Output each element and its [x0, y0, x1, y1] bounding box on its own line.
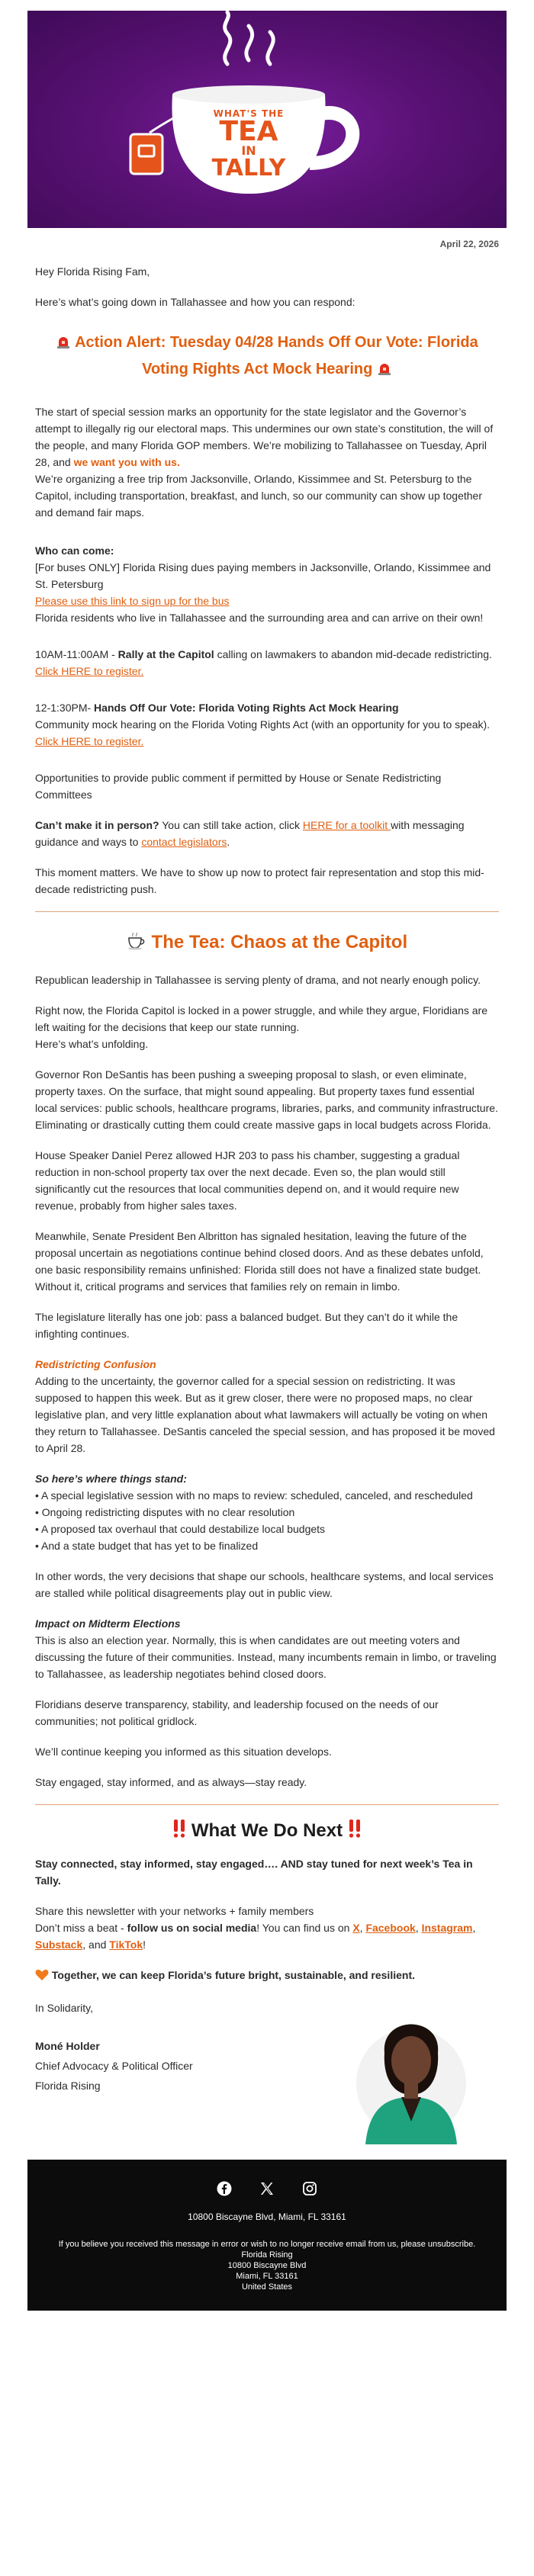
logo-line-4: TALLY [211, 155, 286, 181]
x-icon[interactable] [259, 2181, 275, 2196]
moment-matters: This moment matters. We have to show up now to protect fair representation and stop this mid-decade redistricting push. [35, 866, 484, 895]
hearing-time: 12-1:30PM- [35, 702, 95, 714]
double-exclamation-icon [172, 1819, 186, 1842]
footer-country: United States [241, 2282, 293, 2292]
beat-text-2: ! You can find us on [256, 1922, 353, 1934]
newsletter-date: April 22, 2026 [439, 239, 499, 249]
logo-line-1: WHAT'S THE [213, 108, 285, 119]
signer-org: Florida Rising [35, 2080, 101, 2092]
section-divider [35, 911, 499, 912]
share-and-follow [35, 1903, 499, 1953]
x-link[interactable]: X [352, 1922, 360, 1934]
footer-social-icons [27, 2181, 507, 2196]
footer-street: 10800 Biscayne Blvd [227, 2261, 307, 2270]
unsubscribe-notice[interactable]: If you believe you received this message in error or wish to no longer receive email from us, please unsubscribe. [58, 2240, 476, 2249]
tea-section-title [35, 932, 499, 953]
instagram-link[interactable]: Instagram [421, 1922, 473, 1934]
who-members-line: [For buses ONLY] Florida Rising dues paying members in Jacksonville, Orlando, Kissimmee and St. Petersburg [35, 561, 491, 590]
logo-line-2: TEA [219, 116, 278, 147]
list-item: • Ongoing redistricting disputes with no clear resolution [35, 1506, 295, 1518]
cant-make-it [35, 817, 499, 850]
together-text: Together, we can keep Florida’s future bright, sustainable, and resilient. [51, 1969, 415, 1981]
signer-name: Moné Holder [35, 2040, 100, 2052]
next-title-text: What We Do Next [191, 1820, 343, 1841]
separator: , and [82, 1938, 110, 1951]
greeting: Hey Florida Rising Fam, [35, 265, 150, 278]
logo-line-3: IN [241, 143, 256, 158]
separator: , [415, 1922, 422, 1934]
beat-bold: follow us on social media [127, 1922, 257, 1934]
separator: , [359, 1922, 366, 1934]
rally-register-link[interactable]: Click HERE to register. [35, 665, 144, 677]
tiktok-link[interactable]: TikTok [109, 1938, 143, 1951]
footer-org: Florida Rising [241, 2250, 293, 2260]
redistricting-heading: Redistricting Confusion [35, 1358, 156, 1370]
who-heading: Who can come: [35, 544, 114, 557]
footer [27, 2160, 507, 2311]
list-item: • A special legislative session with no maps to review: scheduled, canceled, and rescheduled [35, 1489, 473, 1502]
who-can-come [35, 542, 499, 626]
substack-link[interactable]: Substack [35, 1938, 83, 1951]
facebook-icon[interactable] [217, 2181, 232, 2196]
orange-heart-icon [35, 1969, 49, 1986]
toolkit-link[interactable]: HERE for a toolkit [302, 819, 391, 831]
signature-block [35, 1999, 499, 2160]
siren-icon [377, 359, 392, 384]
tea-title-text: The Tea: Chaos at the Capitol [151, 932, 408, 952]
tea-p2-unfolding: Here’s what’s unfolding. [35, 1038, 149, 1050]
header-banner [27, 11, 507, 228]
mobilization-emphasis: we want you with us. [73, 456, 180, 468]
midterm-text: This is also an election year. Normally, this is when candidates are out meeting voters and discussing the future of their communities. Instead, many incumbents remain in limbo, or traveling to Tallahassee, as leadership negotiates behind closed doors. [35, 1634, 497, 1680]
midterm-heading: Impact on Midterm Elections [35, 1617, 181, 1630]
cant-make-text: You can still take action, click [159, 819, 303, 831]
who-residents-line: Florida residents who live in Tallahassee and the surrounding area and can arrive on their own! [35, 612, 484, 624]
tea-p2 [35, 1002, 499, 1052]
newsletter-body [27, 263, 507, 2160]
email-container [27, 11, 507, 2311]
redistricting-section [35, 1356, 499, 1457]
logo-text [180, 108, 317, 180]
section-divider [35, 1804, 499, 1805]
stands-heading: So here’s where things stand: [35, 1473, 187, 1485]
together-line [35, 1967, 499, 1986]
footer-city: Miami, FL 33161 [236, 2272, 298, 2281]
tea-p6: The legislature literally has one job: pass a balanced budget. But they can’t do it while the infighting continues. [35, 1311, 458, 1340]
signer-title: Chief Advocacy & Political Officer [35, 2060, 193, 2072]
rally-desc: calling on lawmakers to abandon mid-decade redistricting. [214, 648, 492, 660]
what-we-do-next-title [35, 1819, 499, 1842]
stay-connected [35, 1855, 499, 1889]
share-text: Share this newsletter with your networks + family members [35, 1905, 314, 1917]
footer-address: 10800 Biscayne Blvd, Miami, FL 33161 [188, 2211, 346, 2222]
mobilization-paragraph [35, 403, 499, 471]
hearing-register-link[interactable]: Click HERE to register. [35, 735, 144, 747]
rally-title: Rally at the Capitol [117, 648, 214, 660]
tea-p4: House Speaker Daniel Perez allowed HJR 203 to pass his chamber, suggesting a gradual reduction in non-school property tax over the next decade. Even so, the plan would still significantly cut the resources that local communities depend on, and it would require new revenue, probably from higher sales taxes. [35, 1149, 460, 1212]
cant-make-bold: Can’t make it in person? [35, 819, 159, 831]
tea-p8: In other words, the very decisions that shape our schools, healthcare systems, and local services are stalled while political disagreements play out in public view. [35, 1570, 494, 1599]
stands-section [35, 1470, 499, 1554]
siren-icon [56, 332, 71, 357]
tea-cup-icon [127, 932, 146, 953]
separator: ! [143, 1938, 146, 1951]
action-alert-text: Action Alert: Tuesday 04/28 Hands Off Our Vote: Florida Voting Rights Act Mock Hearing [75, 334, 478, 377]
tea-p5: Meanwhile, Senate President Ben Albritton has signaled hesitation, leaving the future of the proposal uncertain as negotiations continue behind closed doors. And as these debates unfold, one basic responsibility remains unfinished: Florida still does not have a finalized state budget. Without it, critical programs and services that families rely on remain in limbo. [35, 1230, 484, 1293]
hearing-title: Hands Off Our Vote: Florida Voting Rights Act Mock Hearing [94, 702, 399, 714]
redistricting-text: Adding to the uncertainty, the governor called for a special session on redistricting. It was supposed to happen this week. But as it grew closer, there were no proposed maps, no clear legislative plan, and very little explanation about what lawmakers will actually be voting on when they return to Tallahassee. DeSantis canceled the special session, and has proposed it be moved to April 28. [35, 1375, 495, 1454]
intro: Here’s what’s going down in Tallahassee and how you can respond: [35, 296, 355, 308]
rally-time: 10AM-11:00AM - [35, 648, 118, 660]
closing: In Solidarity, [35, 2002, 93, 2014]
public-comment: Opportunities to provide public comment if permitted by House or Senate Redistricting Committees [35, 772, 442, 801]
cant-make-end: . [227, 836, 230, 848]
trip-paragraph: We’re organizing a free trip from Jacksonville, Orlando, Kissimmee and St. Petersburg to the Capitol, including transportation, breakfast, and lunch, so our community can show up together and demand fair maps. [35, 473, 482, 519]
tea-p2-text: Right now, the Florida Capitol is locked in a power struggle, and while they argue, Floridians are left waiting for the decisions that keep our state running. [35, 1004, 487, 1033]
action-alert-title [35, 330, 499, 384]
list-item: • A proposed tax overhaul that could destabilize local budgets [35, 1523, 326, 1535]
separator: , [472, 1922, 476, 1934]
double-exclamation-icon [348, 1819, 362, 1842]
tea-p1: Republican leadership in Tallahassee is serving plenty of drama, and not nearly enough policy. [35, 974, 481, 986]
bus-signup-link[interactable]: Please use this link to sign up for the bus [35, 595, 230, 607]
cant-make-text-2: with messaging guidance and ways to [35, 819, 465, 848]
mobilization-text: The start of special session marks an opportunity for the state legislator and the Governor’s attempt to illegally rig our electoral maps. This undermines our own state’s constitution, the will of the people, and many Florida GOP members. We’re mobilizing to Tallahassee on Tuesday, April 28, and [35, 406, 494, 468]
midterm-section [35, 1615, 499, 1682]
tea-p3: Governor Ron DeSantis has been pushing a sweeping proposal to slash, or even eliminate, property taxes. On the surface, that might sound appealing. But property taxes fund essential local services: public schools, healthcare programs, libraries, parks, and community infrastructure. Eliminating or drastically cutting them could create massive gaps in local budgets across Florida. [35, 1068, 498, 1131]
event-mock-hearing [35, 699, 499, 750]
tea-p10: Floridians deserve transparency, stability, and leadership focused on the needs of our communities; not political gridlock. [35, 1698, 439, 1727]
tea-p11: We’ll continue keeping you informed as this situation develops. [35, 1746, 332, 1758]
tea-p12: Stay engaged, stay informed, and as always—stay ready. [35, 1776, 307, 1788]
hearing-desc: Community mock hearing on the Florida Voting Rights Act (with an opportunity for you to speak). [35, 718, 491, 731]
signer-portrait [354, 1999, 468, 2144]
instagram-icon[interactable] [302, 2181, 317, 2196]
stay-connected-text: Stay connected, stay informed, stay engaged…. AND stay tuned for next week’s Tea in Tally. [35, 1858, 473, 1887]
facebook-link[interactable]: Facebook [365, 1922, 416, 1934]
list-item: • And a state budget that has yet to be finalized [35, 1540, 259, 1552]
event-rally [35, 646, 499, 679]
beat-text: Don’t miss a beat - [35, 1922, 127, 1934]
contact-legislators-link[interactable]: contact legislators [141, 836, 227, 848]
